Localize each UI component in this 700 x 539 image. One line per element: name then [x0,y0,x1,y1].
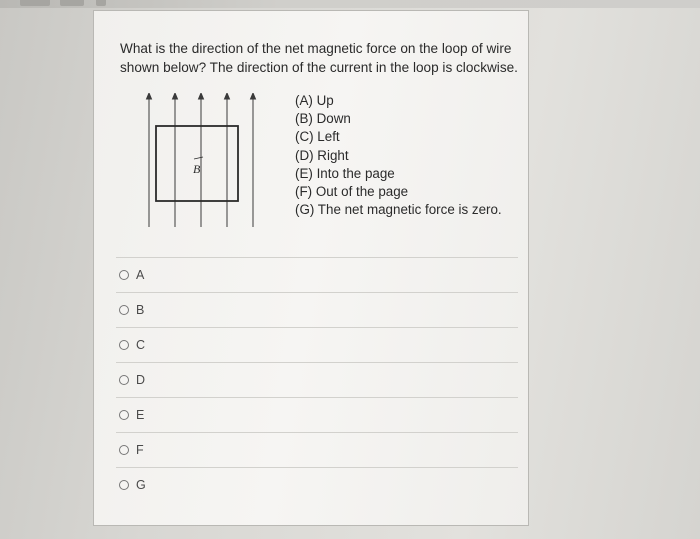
radio-button[interactable] [119,340,129,350]
radio-button[interactable] [119,270,129,280]
radio-button[interactable] [119,305,129,315]
radio-button[interactable] [119,410,129,420]
answer-choice-d[interactable] [112,363,518,397]
answer-label: G [136,478,146,492]
option-down: (B) Down [295,111,351,127]
answer-label: F [136,443,144,457]
field-vector-arrow [194,157,203,159]
field-label: B [193,162,201,176]
answer-label: C [136,338,146,352]
answer-option-list [295,92,502,219]
answer-choice-e[interactable] [112,398,518,432]
question-card [93,10,529,526]
option-out-of-page: (F) Out of the page [295,184,409,200]
answer-label: A [136,268,145,282]
option-into-page: (E) Into the page [295,165,395,181]
answer-choices [112,257,518,502]
answer-label: E [136,408,145,422]
answer-choice-b[interactable] [112,293,518,327]
option-right: (D) Right [295,147,349,163]
top-strip-mark [60,0,84,6]
answer-label: B [136,303,145,317]
field-line-1 [147,93,152,227]
field-line-5 [251,93,256,227]
top-strip-mark [20,0,50,6]
field-line-3 [199,93,204,227]
answer-choice-c[interactable] [112,328,518,362]
radio-button[interactable] [119,445,129,455]
field-line-4 [225,93,230,227]
option-up: (A) Up [295,93,334,108]
answer-choice-a[interactable] [112,258,518,292]
top-strip [0,0,700,8]
question-text: What is the direction of the net magnetic force on the loop of wire shown below? The direction of the current in the loop is clockwise. [120,41,518,75]
answer-choice-g[interactable] [112,468,518,502]
radio-button[interactable] [119,480,129,490]
magnetic-field-diagram [142,93,268,229]
answer-label: D [136,373,146,387]
answer-choice-f[interactable] [112,433,518,467]
field-line-2 [173,93,178,227]
top-strip-mark [96,0,106,6]
option-zero: (G) The net magnetic force is zero. [295,202,502,218]
option-left: (C) Left [295,129,340,145]
radio-button[interactable] [119,375,129,385]
